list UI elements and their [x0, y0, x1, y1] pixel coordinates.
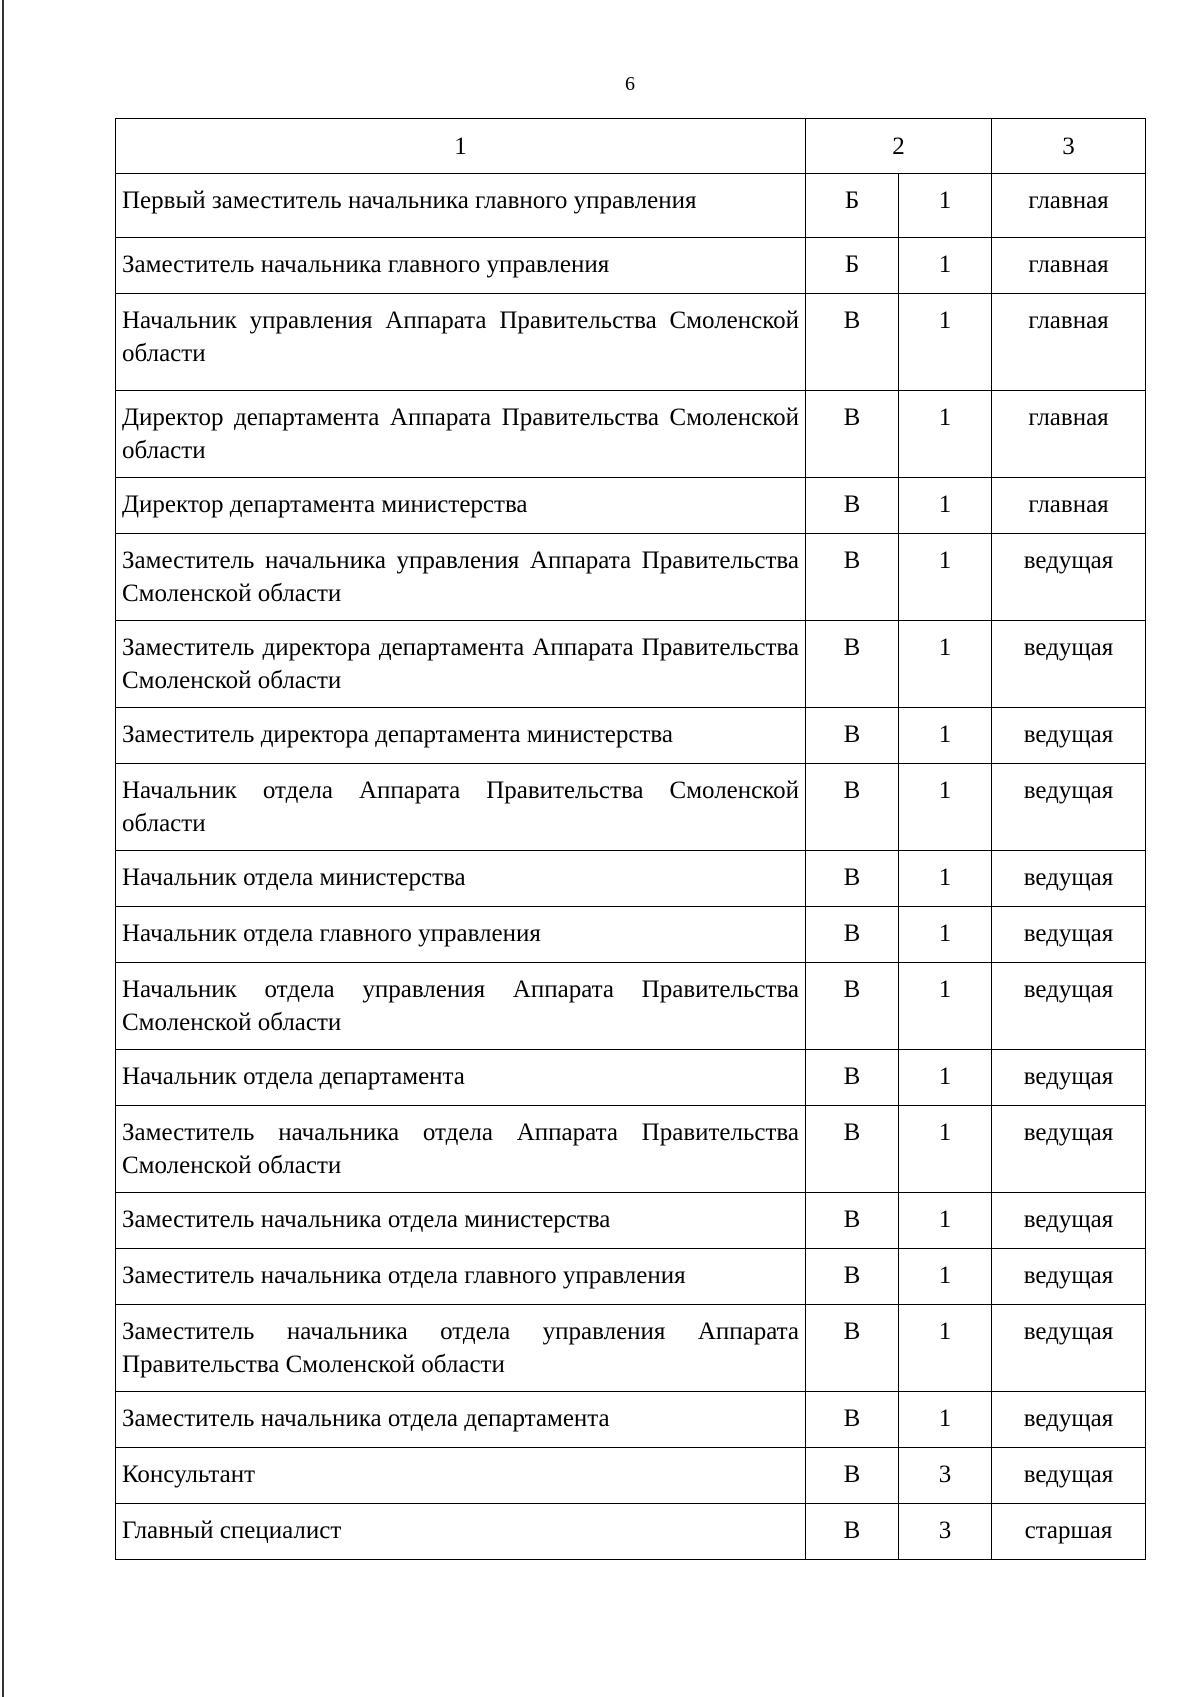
table-row — [116, 1392, 1146, 1448]
header-col-1: 1 — [116, 119, 806, 174]
table-row — [116, 174, 1146, 238]
table-row — [116, 851, 1146, 907]
table-row — [116, 238, 1146, 294]
table-row — [116, 1448, 1146, 1504]
category-cell: ведущая — [992, 1305, 1146, 1392]
position-cell: Начальник отдела министерства — [116, 851, 806, 907]
group-cell: В — [806, 907, 899, 963]
table-row — [116, 478, 1146, 534]
position-cell: Начальник отдела управления Аппарата Правительства Смоленской области — [116, 963, 806, 1050]
group-cell: В — [806, 1448, 899, 1504]
number-cell: 1 — [899, 294, 992, 391]
table-row — [116, 907, 1146, 963]
position-cell: Заместитель директора департамента министерства — [116, 708, 806, 764]
number-cell: 3 — [899, 1504, 992, 1560]
table-row — [116, 764, 1146, 851]
group-cell: В — [806, 478, 899, 534]
number-cell: 1 — [899, 708, 992, 764]
category-cell: главная — [992, 238, 1146, 294]
group-cell: Б — [806, 238, 899, 294]
table-header-row — [116, 119, 1146, 174]
category-cell: ведущая — [992, 1106, 1146, 1193]
position-cell: Заместитель начальника отдела департамента — [116, 1392, 806, 1448]
positions-table — [115, 118, 1146, 1560]
header-col-2: 2 — [806, 119, 992, 174]
position-cell: Главный специалист — [116, 1504, 806, 1560]
position-cell: Заместитель начальника отдела министерства — [116, 1193, 806, 1249]
group-cell: В — [806, 1504, 899, 1560]
table-row — [116, 534, 1146, 621]
position-cell: Заместитель начальника отдела главного управления — [116, 1249, 806, 1305]
category-cell: ведущая — [992, 907, 1146, 963]
category-cell: ведущая — [992, 963, 1146, 1050]
table-row — [116, 963, 1146, 1050]
table-row — [116, 1106, 1146, 1193]
number-cell: 1 — [899, 621, 992, 708]
group-cell: В — [806, 1193, 899, 1249]
group-cell: В — [806, 391, 899, 478]
table-row — [116, 294, 1146, 391]
category-cell: ведущая — [992, 1249, 1146, 1305]
number-cell: 1 — [899, 1106, 992, 1193]
position-cell: Начальник управления Аппарата Правительства Смоленской области — [116, 294, 806, 391]
number-cell: 1 — [899, 391, 992, 478]
category-cell: главная — [992, 391, 1146, 478]
category-cell: главная — [992, 174, 1146, 238]
position-cell: Первый заместитель начальника главного управления — [116, 174, 806, 238]
position-cell: Заместитель начальника отдела управления Аппарата Правительства Смоленской области — [116, 1305, 806, 1392]
table-row — [116, 1050, 1146, 1106]
page-left-edge-line — [2, 0, 4, 1697]
group-cell: В — [806, 294, 899, 391]
group-cell: В — [806, 764, 899, 851]
category-cell: ведущая — [992, 1392, 1146, 1448]
position-cell: Заместитель начальника управления Аппарата Правительства Смоленской области — [116, 534, 806, 621]
category-cell: старшая — [992, 1504, 1146, 1560]
group-cell: В — [806, 534, 899, 621]
number-cell: 1 — [899, 1193, 992, 1249]
group-cell: В — [806, 1249, 899, 1305]
position-cell: Начальник отдела Аппарата Правительства Смоленской области — [116, 764, 806, 851]
table-row — [116, 1305, 1146, 1392]
category-cell: ведущая — [992, 621, 1146, 708]
group-cell: В — [806, 1392, 899, 1448]
number-cell: 1 — [899, 1392, 992, 1448]
group-cell: В — [806, 621, 899, 708]
group-cell: В — [806, 1050, 899, 1106]
category-cell: ведущая — [992, 534, 1146, 621]
position-cell: Консультант — [116, 1448, 806, 1504]
table-row — [116, 708, 1146, 764]
group-cell: Б — [806, 174, 899, 238]
group-cell: В — [806, 1106, 899, 1193]
number-cell: 3 — [899, 1448, 992, 1504]
number-cell: 1 — [899, 238, 992, 294]
number-cell: 1 — [899, 764, 992, 851]
position-cell: Заместитель директора департамента Аппарата Правительства Смоленской области — [116, 621, 806, 708]
category-cell: ведущая — [992, 708, 1146, 764]
number-cell: 1 — [899, 963, 992, 1050]
number-cell: 1 — [899, 1305, 992, 1392]
position-cell: Начальник отдела главного управления — [116, 907, 806, 963]
group-cell: В — [806, 708, 899, 764]
table-row — [116, 621, 1146, 708]
header-col-3: 3 — [992, 119, 1146, 174]
category-cell: главная — [992, 294, 1146, 391]
table-row — [116, 1193, 1146, 1249]
position-cell: Заместитель начальника отдела Аппарата Правительства Смоленской области — [116, 1106, 806, 1193]
number-cell: 1 — [899, 1249, 992, 1305]
position-cell: Директор департамента министерства — [116, 478, 806, 534]
category-cell: ведущая — [992, 1050, 1146, 1106]
number-cell: 1 — [899, 478, 992, 534]
number-cell: 1 — [899, 174, 992, 238]
category-cell: ведущая — [992, 764, 1146, 851]
table-row — [116, 1249, 1146, 1305]
position-cell: Директор департамента Аппарата Правительства Смоленской области — [116, 391, 806, 478]
category-cell: ведущая — [992, 851, 1146, 907]
page-number: 6 — [625, 73, 635, 95]
category-cell: главная — [992, 478, 1146, 534]
category-cell: ведущая — [992, 1193, 1146, 1249]
table-row — [116, 1504, 1146, 1560]
group-cell: В — [806, 851, 899, 907]
position-cell: Начальник отдела департамента — [116, 1050, 806, 1106]
category-cell: ведущая — [992, 1448, 1146, 1504]
group-cell: В — [806, 963, 899, 1050]
table-row — [116, 391, 1146, 478]
position-cell: Заместитель начальника главного управления — [116, 238, 806, 294]
number-cell: 1 — [899, 907, 992, 963]
number-cell: 1 — [899, 851, 992, 907]
number-cell: 1 — [899, 534, 992, 621]
number-cell: 1 — [899, 1050, 992, 1106]
group-cell: В — [806, 1305, 899, 1392]
